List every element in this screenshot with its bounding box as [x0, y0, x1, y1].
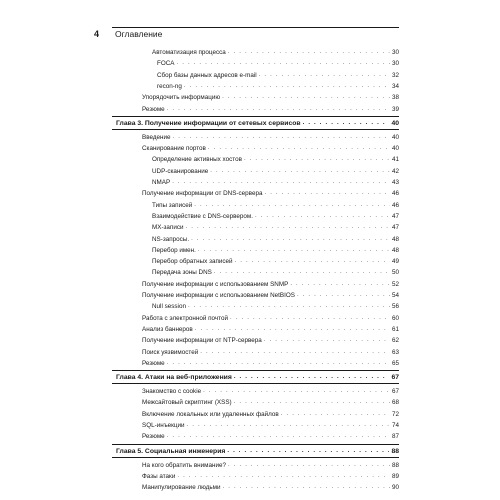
toc-page-number: 47 [391, 212, 399, 220]
dot-leader [214, 268, 390, 277]
toc-page-number: 63 [391, 348, 399, 356]
toc-page-number: 49 [391, 258, 399, 266]
dot-leader [198, 246, 390, 255]
toc-page-number: 43 [391, 179, 399, 186]
toc-entry[interactable] [142, 312, 399, 323]
header-divider [112, 27, 399, 28]
dot-leader [184, 82, 390, 91]
toc-entry[interactable] [152, 176, 399, 187]
dot-leader [264, 336, 390, 345]
toc-entry-title: UDP-сканирование [152, 167, 209, 175]
toc-entry[interactable] [142, 408, 399, 419]
page-number: 4 [94, 29, 100, 39]
toc-entry[interactable] [157, 80, 399, 91]
dot-leader [177, 472, 390, 481]
toc-entry-title: Автоматизация процесса [152, 49, 226, 56]
dot-leader [173, 133, 390, 142]
toc-page-number: 40 [391, 119, 399, 127]
dot-leader [210, 167, 390, 176]
dot-leader [303, 119, 390, 128]
toc-page-number: 88 [391, 461, 399, 469]
toc-entry-title: Анализ баннеров [142, 325, 193, 333]
dot-leader [194, 201, 390, 210]
toc-page-number: 67 [391, 374, 399, 382]
toc-page-number: 74 [391, 422, 399, 429]
toc-page-number: 62 [391, 337, 399, 345]
toc-entry[interactable] [142, 385, 399, 396]
toc-entry-title: FOCA [157, 60, 175, 68]
toc-page-number: 65 [391, 359, 399, 367]
toc-page-number: 47 [391, 224, 399, 232]
dot-leader [167, 432, 390, 441]
toc-page-number: 40 [391, 145, 399, 153]
toc-entry[interactable] [152, 244, 399, 255]
toc-page-number: 32 [391, 71, 399, 79]
toc-entry-title: Глава 4. Атаки на веб-приложения [116, 374, 232, 382]
toc-page-number: 89 [391, 472, 399, 480]
dot-leader [200, 348, 390, 357]
toc-chapter-entry[interactable] [116, 371, 399, 382]
toc-entry-title: Типы записей [152, 201, 193, 209]
dot-leader [177, 59, 390, 68]
toc-entry-title: Передача зоны DNS [152, 269, 212, 277]
dot-leader [259, 71, 390, 80]
toc-entry[interactable] [142, 357, 399, 368]
toc-page-number: 41 [391, 156, 399, 164]
toc-page-number: 30 [391, 49, 399, 56]
toc-entry[interactable] [152, 300, 399, 311]
dot-leader [187, 421, 390, 430]
toc-entry[interactable] [157, 57, 399, 68]
toc-entry[interactable] [142, 430, 399, 441]
toc-entry[interactable] [152, 46, 399, 57]
dot-leader [167, 105, 390, 114]
toc-entry-title: Резюме [142, 359, 165, 367]
toc-page-number: 40 [391, 133, 399, 141]
toc-entry[interactable] [142, 91, 399, 102]
toc-entry-title: Получение информации от NTP-сервера [142, 337, 262, 345]
toc-entry-title: SQL-инъекции [142, 422, 185, 429]
toc-page-number: 30 [391, 60, 399, 68]
toc-entry[interactable] [142, 470, 399, 481]
toc-entry[interactable] [142, 289, 399, 300]
dot-leader [281, 410, 390, 419]
toc-page-number: 68 [391, 399, 399, 407]
toc-page-number: 48 [391, 235, 399, 243]
toc-chapter-entry[interactable] [116, 445, 399, 456]
dot-leader [264, 189, 390, 198]
toc-entry-title: Глава 5. Социальная инженерия [116, 447, 226, 455]
toc-entry-title: Взаимодействие с DNS-сервером. [152, 212, 253, 220]
toc-entry-title: Глава 3. Получение информации от сетевых сервисов [116, 119, 301, 127]
dot-leader [191, 235, 390, 244]
dot-leader [228, 461, 390, 470]
toc-entry[interactable] [157, 69, 399, 80]
toc-entry-title: Знакомство с cookie [142, 388, 202, 396]
dot-leader [244, 155, 390, 164]
toc-entry-title: recon-ng [157, 82, 182, 90]
toc-page-number: 60 [391, 314, 399, 322]
dot-leader [234, 398, 390, 407]
toc-entry[interactable] [152, 233, 399, 244]
toc-entry[interactable] [152, 165, 399, 176]
toc-entry-title: Манипулирование людьми [142, 484, 221, 492]
toc-entry[interactable] [142, 419, 399, 430]
chapter-rule [112, 383, 399, 384]
chapter-rule [112, 129, 399, 130]
toc-chapter-entry[interactable] [116, 117, 399, 128]
toc-entry-title: Работа с электронной почтой [142, 314, 229, 322]
toc-entry[interactable] [152, 266, 399, 277]
dot-leader [172, 178, 390, 187]
toc-page-number: 56 [391, 303, 399, 311]
dot-leader [228, 48, 390, 57]
toc-entry-title: Сбор базы данных адресов e-mail [157, 71, 257, 79]
dot-leader [208, 144, 390, 153]
toc-entry-title: Получение информации от DNS-сервера [142, 190, 263, 198]
toc-entry-title: Null session [152, 303, 186, 311]
toc-entry[interactable] [152, 221, 399, 232]
dot-leader [230, 314, 390, 323]
toc-entry-title: Резюме [142, 105, 165, 113]
toc-page-number: 61 [391, 325, 399, 333]
toc-entry-title: Резюме [142, 433, 165, 441]
toc-page-number: 39 [391, 105, 399, 113]
toc-page-number: 48 [391, 246, 399, 254]
toc-entry-title: NS-запросы. [152, 235, 190, 243]
toc-entry-title: Получение информации с использованием NetBIOS [142, 292, 295, 299]
dot-leader [203, 387, 390, 396]
toc-entry-title: Сканирование портов [142, 145, 206, 153]
toc-entry-title: Межсайтовый скриптинг (XSS) [142, 399, 232, 407]
dot-leader [255, 212, 390, 221]
toc-entry-title: Перебор имен. [152, 246, 196, 254]
toc-entry[interactable] [142, 187, 399, 198]
dot-leader [195, 325, 390, 334]
dot-leader [222, 93, 390, 102]
toc-entry[interactable] [142, 334, 399, 345]
toc-page-number: 42 [391, 167, 399, 175]
toc-page-number: 34 [391, 82, 399, 90]
toc-entry-title: Поиск уязвимостей [142, 348, 199, 356]
toc-entry-title: MX-записи [152, 224, 184, 232]
running-title: Оглавление [115, 29, 163, 39]
toc-entry[interactable] [142, 396, 399, 407]
dot-leader [234, 373, 390, 382]
toc-page-number: 52 [391, 280, 399, 288]
toc-entry[interactable] [152, 255, 399, 266]
dot-leader [223, 483, 390, 492]
toc-entry[interactable] [142, 459, 399, 470]
dot-leader [227, 447, 389, 456]
toc-entry[interactable] [142, 103, 399, 114]
toc-page-number: 50 [391, 269, 399, 277]
toc-entry-title: Фазы атаки [142, 472, 176, 480]
page-header [0, 0, 500, 40]
toc-page-number: 90 [391, 484, 399, 492]
toc-entry[interactable] [152, 199, 399, 210]
toc-entry-title: Введение [142, 133, 171, 141]
toc-entry[interactable] [142, 278, 399, 289]
toc-entry-title: Определение активных хостов [152, 156, 242, 164]
toc-entry[interactable] [142, 346, 399, 357]
toc-page-number: 46 [391, 190, 399, 198]
toc-entry[interactable] [152, 153, 399, 164]
toc-page-number: 38 [391, 94, 399, 102]
toc-entry[interactable] [142, 481, 399, 492]
toc-entry[interactable] [142, 142, 399, 153]
dot-leader [235, 257, 390, 266]
dot-leader [186, 223, 390, 232]
dot-leader [297, 291, 390, 300]
toc-entry-title: Включение локальных или удаленных файлов [142, 410, 279, 418]
toc-page-number: 67 [391, 388, 399, 396]
dot-leader [188, 302, 390, 311]
toc-entry-title: Получение информации с использованием SNMP [142, 280, 289, 288]
toc-entry[interactable] [152, 210, 399, 221]
dot-leader [167, 359, 390, 368]
toc-entry-title: Упорядочить информацию [142, 94, 221, 102]
toc-entry-title: NMAP [152, 179, 171, 186]
toc-entry-title: На кого обратить внимание? [142, 461, 226, 469]
toc-page-number: 72 [391, 410, 399, 418]
toc-entry[interactable] [142, 131, 399, 142]
toc-entry[interactable] [142, 323, 399, 334]
toc-page-number: 46 [391, 201, 399, 209]
toc-entry-title: Перебор обратных записей [152, 258, 233, 266]
dot-leader [290, 280, 390, 289]
toc-page-number: 54 [391, 292, 399, 299]
chapter-rule [112, 457, 399, 458]
toc-page-number: 88 [391, 447, 399, 455]
toc-page-number: 87 [391, 433, 399, 441]
